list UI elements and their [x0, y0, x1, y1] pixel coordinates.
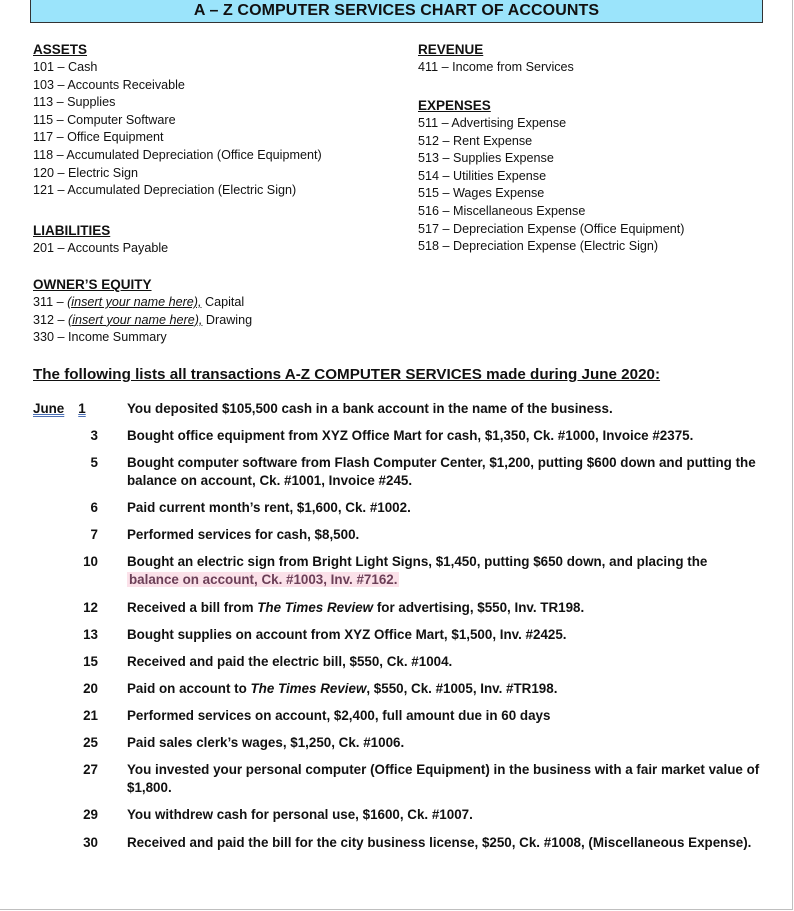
transaction-day: 20 — [83, 681, 98, 696]
transaction-day: 3 — [90, 428, 98, 443]
transaction-text: Received and paid the electric bill, $550, Ck. #1004. — [127, 654, 453, 669]
account-311-prefix: 311 – — [33, 295, 68, 309]
page-title: A – Z COMPUTER SERVICES CHART OF ACCOUNTS — [193, 2, 600, 19]
transaction-text: Paid sales clerk’s wages, $1,250, Ck. #1006. — [127, 735, 405, 750]
account-113: 113 – Supplies — [33, 95, 116, 110]
transaction-text-line1: Bought an electric sign from Bright Light Signs, $1,450, putting $650 down, and placing the — [127, 554, 708, 569]
transaction-day: 1 — [78, 401, 86, 416]
transaction-text: Performed services for cash, $8,500. — [127, 527, 360, 542]
month-text: June — [33, 401, 65, 416]
transaction-day: 27 — [83, 762, 98, 777]
account-103: 103 – Accounts Receivable — [33, 77, 185, 92]
revenue-section — [418, 40, 574, 77]
account-312-prefix: 312 – — [33, 312, 69, 327]
transaction-text-pre: Paid on account to — [127, 681, 251, 696]
transaction-text-post: for advertising, $550, Inv. TR198. — [373, 600, 585, 615]
account-118: 118 – Accumulated Depreciation (Office Equipment) — [33, 147, 322, 162]
liabilities-heading: LIABILITIES — [33, 223, 111, 238]
transaction-day: 21 — [83, 708, 98, 723]
transaction-day: 25 — [83, 735, 98, 750]
expenses-heading: EXPENSES — [418, 98, 491, 113]
account-516: 516 – Miscellaneous Expense — [418, 203, 586, 218]
account-411: 411 – Income from Services — [418, 60, 574, 74]
transaction-text: Received and paid the bill for the city business license, $250, Ck. #1008, (Miscellaneous Expense). — [127, 835, 752, 850]
account-201: 201 – Accounts Payable — [33, 241, 169, 255]
transaction-text: Performed services on account, $2,400, full amount due in 60 days — [127, 708, 551, 723]
account-517: 517 – Depreciation Expense (Office Equipment) — [418, 221, 685, 236]
assets-heading: ASSETS — [33, 42, 88, 57]
account-515: 515 – Wages Expense — [418, 186, 545, 201]
expenses-section — [418, 96, 685, 256]
transaction-text: Paid current month’s rent, $1,600, Ck. #1002. — [127, 500, 411, 515]
transaction-text: You withdrew cash for personal use, $1600, Ck. #1007. — [127, 807, 473, 822]
transaction-day: 10 — [83, 554, 98, 569]
liabilities-section — [33, 221, 168, 258]
transaction-text: Bought supplies on account from XYZ Office Mart, $1,500, Inv. #2425. — [127, 627, 567, 642]
transaction-text: Bought computer software from Flash Computer Center, $1,200, putting $600 down and putting the balance on account, Ck. #1001, Invoice #245. — [127, 455, 756, 488]
capital-name-placeholder: (insert your name here), — [67, 295, 202, 309]
transaction-text-pre: Received a bill from — [127, 600, 258, 615]
account-312 — [33, 312, 252, 330]
transaction-day: 12 — [83, 600, 98, 615]
transaction-text: Bought office equipment from XYZ Office Mart for cash, $1,350, Ck. #1000, Invoice #2375. — [127, 428, 694, 443]
transaction-day: 29 — [83, 807, 98, 822]
transaction-day: 6 — [90, 500, 98, 515]
account-115: 115 – Computer Software — [33, 112, 176, 127]
account-311 — [33, 294, 252, 312]
account-514: 514 – Utilities Expense — [418, 168, 547, 183]
account-121: 121 – Accumulated Depreciation (Electric Sign) — [33, 183, 297, 198]
title-banner — [30, 0, 763, 23]
account-117: 117 – Office Equipment — [33, 130, 164, 145]
account-513: 513 – Supplies Expense — [418, 151, 554, 166]
assets-section — [33, 40, 322, 200]
account-330: 330 – Income Summary — [33, 330, 167, 345]
equity-section — [33, 275, 252, 347]
transaction-text: You deposited $105,500 cash in a bank account in the name of the business. — [127, 401, 613, 416]
account-101: 101 – Cash — [33, 60, 98, 74]
highlighted-text: balance on account, Ck. #1003, Inv. #7162. — [129, 572, 398, 587]
transaction-text: You invested your personal computer (Office Equipment) in the business with a fair market value of $1,800. — [127, 762, 760, 795]
account-311-suffix: Capital — [201, 295, 245, 309]
transaction-text — [127, 599, 767, 617]
account-518: 518 – Depreciation Expense (Electric Sign) — [418, 239, 659, 254]
publication-name: The Times Review — [250, 681, 367, 696]
transaction-text — [127, 680, 767, 698]
transaction-day: 15 — [83, 654, 98, 669]
drawing-name-placeholder: (insert your name here), — [68, 312, 203, 327]
account-312-suffix: Drawing — [202, 312, 253, 327]
account-120: 120 – Electric Sign — [33, 165, 139, 180]
transaction-text — [127, 553, 767, 589]
transactions-heading: The following lists all transactions A-Z COMPUTER SERVICES made during June 2020: — [33, 366, 661, 383]
revenue-heading: REVENUE — [418, 42, 484, 57]
month-label — [33, 400, 86, 418]
transaction-day: 7 — [90, 527, 98, 542]
transaction-text-post: , $550, Ck. #1005, Inv. #TR198. — [366, 681, 558, 696]
equity-heading: OWNER’S EQUITY — [33, 277, 152, 292]
transaction-day: 5 — [90, 455, 98, 470]
publication-name: The Times Review — [257, 600, 374, 615]
account-511: 511 – Advertising Expense — [418, 116, 567, 130]
transaction-day: 13 — [83, 627, 98, 642]
transaction-day: 30 — [83, 835, 98, 850]
account-512: 512 – Rent Expense — [418, 133, 533, 148]
